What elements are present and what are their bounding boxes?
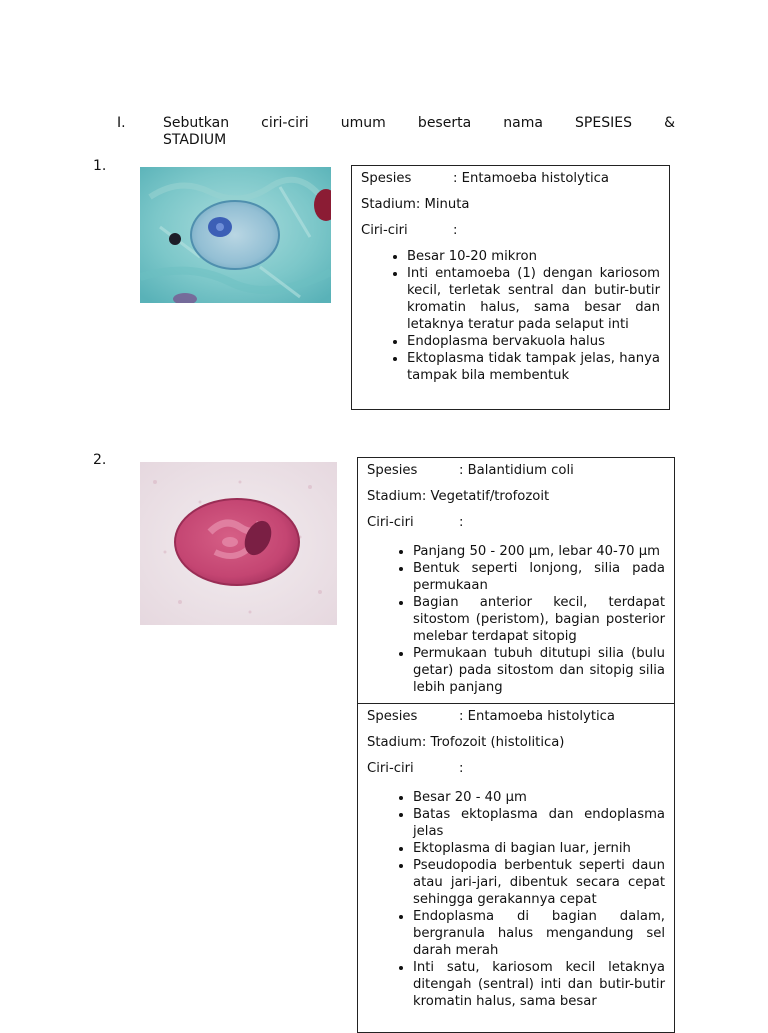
list-item: • Endoplasma di bagian dalam, bergranula halus mengandung sel darah merah — [413, 908, 665, 959]
species-label: Spesies — [367, 709, 418, 724]
ciri-list — [367, 789, 665, 1010]
ciri-colon: : — [453, 223, 458, 238]
species-value: : Entamoeba histolytica — [453, 171, 610, 186]
list-item: • Permukaan tubuh ditutupi silia (bulu getar) pada sitostom dan sitopig silia lebih panjang — [413, 645, 665, 696]
entamoeba-minuta-micrograph — [140, 167, 331, 303]
species-value: : Balantidium coli — [459, 463, 574, 478]
ciri-row — [367, 514, 665, 531]
list-item: • Besar 20 - 40 µm — [413, 789, 665, 806]
list-item: • Batas ektoplasma dan endoplasma jelas — [413, 806, 665, 840]
item-description-box — [357, 457, 675, 704]
item-number: 2. — [93, 452, 107, 468]
ciri-list — [367, 543, 665, 696]
species-row — [361, 170, 660, 187]
stadium-row: Stadium: Trofozoit (histolitica) — [367, 735, 565, 750]
list-item: • Ektoplasma di bagian luar, jernih — [413, 840, 665, 857]
heading-text: Sebutkan ciri-ciri umum beserta nama SPESIES & — [163, 115, 675, 131]
list-item: • Ektoplasma tidak tampak jelas, hanya tampak bila membentuk — [407, 350, 660, 384]
ciri-label: Ciri-ciri — [361, 223, 408, 238]
list-item: • Besar 10-20 mikron — [407, 248, 660, 265]
item-description-box — [351, 165, 670, 410]
list-item: • Bentuk seperti lonjong, silia pada permukaan — [413, 560, 665, 594]
species-label: Spesies — [367, 463, 418, 478]
ciri-label: Ciri-ciri — [367, 515, 414, 530]
species-row — [367, 708, 665, 725]
item-number: 1. — [93, 158, 107, 174]
heading-number: I. — [117, 115, 126, 131]
ciri-list — [361, 248, 660, 384]
species-row — [367, 462, 665, 479]
list-item: • Inti entamoeba (1) dengan kariosom kecil, terletak sentral dan butir-butir kromatin halus, sama besar dan letaknya teratur pada selaput inti — [407, 265, 660, 333]
stadium-row: Stadium: Minuta — [361, 197, 470, 212]
stadium-row: Stadium: Vegetatif/trofozoit — [367, 489, 550, 504]
item-description-box — [357, 703, 675, 1033]
ciri-colon: : — [459, 515, 464, 530]
list-item: • Inti satu, kariosom kecil letaknya ditengah (sentral) inti dan butir-butir kromatin halus, sama besar — [413, 959, 665, 1010]
species-label: Spesies — [361, 171, 412, 186]
heading-text-line2: STADIUM — [163, 132, 227, 148]
ciri-row — [361, 222, 660, 239]
balantidium-coli-micrograph — [140, 462, 337, 625]
species-value: : Entamoeba histolytica — [459, 709, 616, 724]
ciri-colon: : — [459, 761, 464, 776]
list-item: • Pseudopodia berbentuk seperti daun atau jari-jari, dibentuk secara cepat sehingga gerakannya cepat — [413, 857, 665, 908]
ciri-label: Ciri-ciri — [367, 761, 414, 776]
ciri-row — [367, 760, 665, 777]
list-item: • Panjang 50 - 200 µm, lebar 40-70 µm — [413, 543, 665, 560]
list-item: • Bagian anterior kecil, terdapat sitostom (peristom), bagian posterior melebar terdapat sitopig — [413, 594, 665, 645]
list-item: • Endoplasma bervakuola halus — [407, 333, 660, 350]
